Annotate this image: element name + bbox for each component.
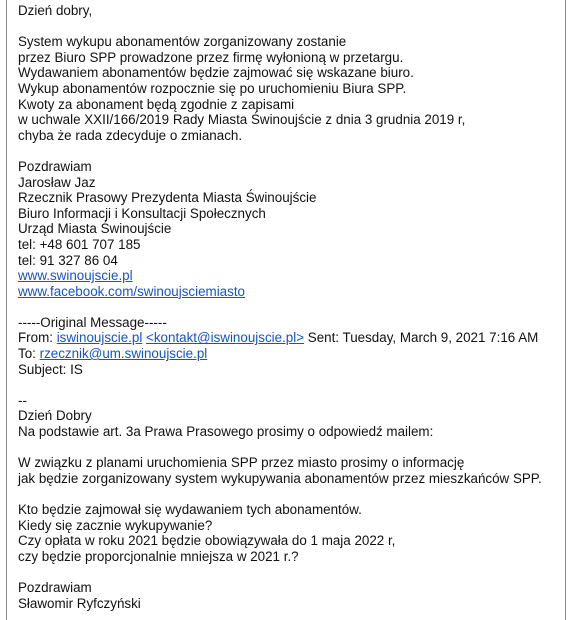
signature-department: Biuro Informacji i Konsultacji Społecznych xyxy=(18,205,266,221)
website-link[interactable]: www.swinoujscie.pl xyxy=(18,268,133,284)
reply-paragraph xyxy=(18,34,563,143)
original-closing: Pozdrawiam xyxy=(18,579,92,595)
from-email-link[interactable]: <kontakt@iswinoujscie.pl> xyxy=(146,330,305,346)
signature-block xyxy=(18,175,563,300)
reply-line: w uchwale XXII/166/2019 Rady Miasta Świnoujście z dnia 3 grudnia 2019 r, xyxy=(18,112,466,128)
email-body xyxy=(18,3,563,611)
original-message-header xyxy=(18,330,563,377)
reply-line: Wydawaniem abonamentów będzie zajmować się wskazane biuro. xyxy=(18,65,414,81)
reply-line: przez Biuro SPP prowadzone przez firmę wyłonioną w przetargu. xyxy=(18,49,404,65)
original-paragraph xyxy=(18,455,563,486)
signature-phone: tel: +48 601 707 185 xyxy=(18,236,141,252)
facebook-link[interactable]: www.facebook.com/swinoujsciemiasto xyxy=(18,283,245,299)
question-line: Kiedy się zacznie wykupywanie? xyxy=(18,517,213,533)
reply-line: System wykupu abonamentów zorganizowany zostanie xyxy=(18,34,347,50)
from-row xyxy=(18,330,563,346)
original-message-separator: -----Original Message----- xyxy=(18,314,167,330)
to-label: To: xyxy=(18,346,36,362)
from-name-link[interactable]: iswinoujscie.pl xyxy=(56,330,143,346)
reply-line: Kwoty za abonament będą zgodnie z zapisami xyxy=(18,96,295,112)
original-signature: Sławomir Ryfczyński xyxy=(18,595,141,611)
subject-value: IS xyxy=(70,361,83,377)
signature-name: Jarosław Jaz xyxy=(18,174,96,190)
signature-office: Urząd Miasta Świnoujście xyxy=(18,221,172,237)
sent-label: Sent: xyxy=(307,330,340,346)
subject-label: Subject: xyxy=(18,361,67,377)
reply-line: Wykup abonamentów rozpocznie się po uruchomieniu Biura SPP. xyxy=(18,80,407,96)
question-line: czy będzie proporcjonalnie mniejsza w 2021 r.? xyxy=(18,548,299,564)
email-window xyxy=(6,0,566,620)
reply-closing: Pozdrawiam xyxy=(18,158,92,174)
sent-value: Tuesday, March 9, 2021 7:16 AM xyxy=(342,330,539,346)
reply-line: chyba że rada zdecyduje o zmianach. xyxy=(18,127,243,143)
signature-dashes: -- xyxy=(18,392,27,408)
original-line: W związku z planami uruchomienia SPP przez miasto prosimy o informację xyxy=(18,455,465,471)
signature-phone: tel: 91 327 86 04 xyxy=(18,252,118,268)
original-greeting: Dzień Dobry xyxy=(18,408,92,424)
from-label: From: xyxy=(18,330,53,346)
signature-title: Rzecznik Prasowy Prezydenta Miasta Świnoujście xyxy=(18,190,317,206)
reply-greeting: Dzień dobry, xyxy=(18,3,93,18)
to-row xyxy=(18,346,563,362)
subject-row xyxy=(18,362,563,378)
original-line: jak będzie zorganizowany system wykupywania abonamentów przez mieszkańców SPP. xyxy=(18,470,542,486)
to-email-link[interactable]: rzecznik@um.swinoujscie.pl xyxy=(39,346,208,362)
question-line: Kto będzie zajmował się wydawaniem tych abonamentów. xyxy=(18,502,362,517)
question-line: Czy opłata w roku 2021 będzie obowiązywała do 1 maja 2022 r, xyxy=(18,533,396,549)
original-questions xyxy=(18,502,563,564)
original-intro: Na podstawie art. 3a Prawa Prasowego prosimy o odpowiedź mailem: xyxy=(18,424,434,440)
